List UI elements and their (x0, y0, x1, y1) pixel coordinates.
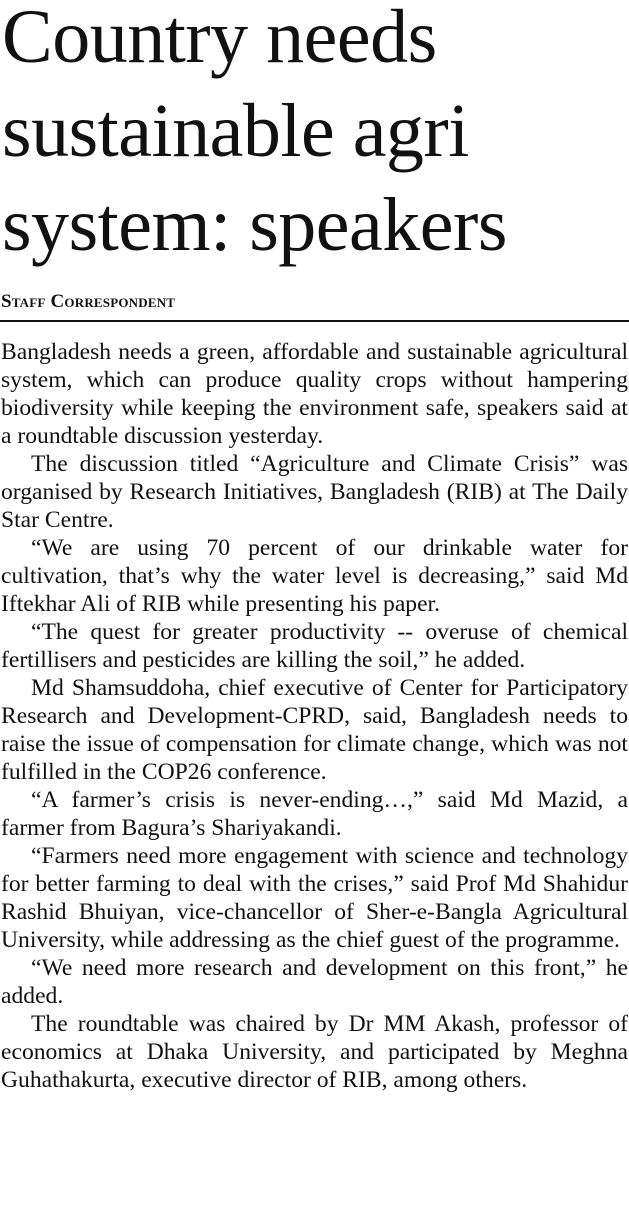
article-paragraph: “Farmers need more engagement with science and technology for better farming to deal with the crises,” said Prof Md Shahidur Rashid Bhuiyan, vice-chancellor of Sher-e-Bangla Agricultural University, while addressing as the chief guest of the programme. (1, 843, 628, 953)
article-paragraph: The discussion titled “Agriculture and Climate Crisis” was organised by Research Initiatives, Bangladesh (RIB) at The Daily Star Centre. (1, 451, 628, 533)
article-paragraph: The roundtable was chaired by Dr MM Akash, professor of economics at Dhaka University, and participated by Meghna Guhathakurta, executive director of RIB, among others. (1, 1011, 628, 1093)
article-paragraph: Bangladesh needs a green, affordable and sustainable agricultural system, which can produce quality crops without hampering biodiversity while keeping the environment safe, speakers said at a roundtable discussion yesterday. (1, 339, 628, 449)
headline-line: sustainable agri (2, 89, 469, 173)
headline-line: Country needs (2, 0, 437, 79)
byline-divider (0, 320, 629, 322)
article-paragraph: Md Shamsuddoha, chief executive of Center for Participatory Research and Development-CPRD, said, Bangladesh needs to raise the issue of compensation for climate change, which was not fulfilled in the COP26 conference. (1, 675, 628, 785)
article-paragraph: “The quest for greater productivity -- overuse of chemical fertillisers and pesticides are killing the soil,” he added. (1, 619, 628, 673)
article-paragraph: “We need more research and development on this front,” he added. (1, 955, 628, 1009)
article-byline: Staff Correspondent (1, 291, 176, 312)
headline-line: system: speakers (2, 183, 507, 267)
article-paragraph: “A farmer’s crisis is never-ending…,” said Md Mazid, a farmer from Bagura’s Shariyakandi. (1, 787, 628, 841)
article-paragraph: “We are using 70 percent of our drinkable water for cultivation, that’s why the water level is decreasing,” said Md Iftekhar Ali of RIB while presenting his paper. (1, 535, 628, 617)
article-body (1, 338, 628, 1094)
article-headline (0, 0, 629, 272)
